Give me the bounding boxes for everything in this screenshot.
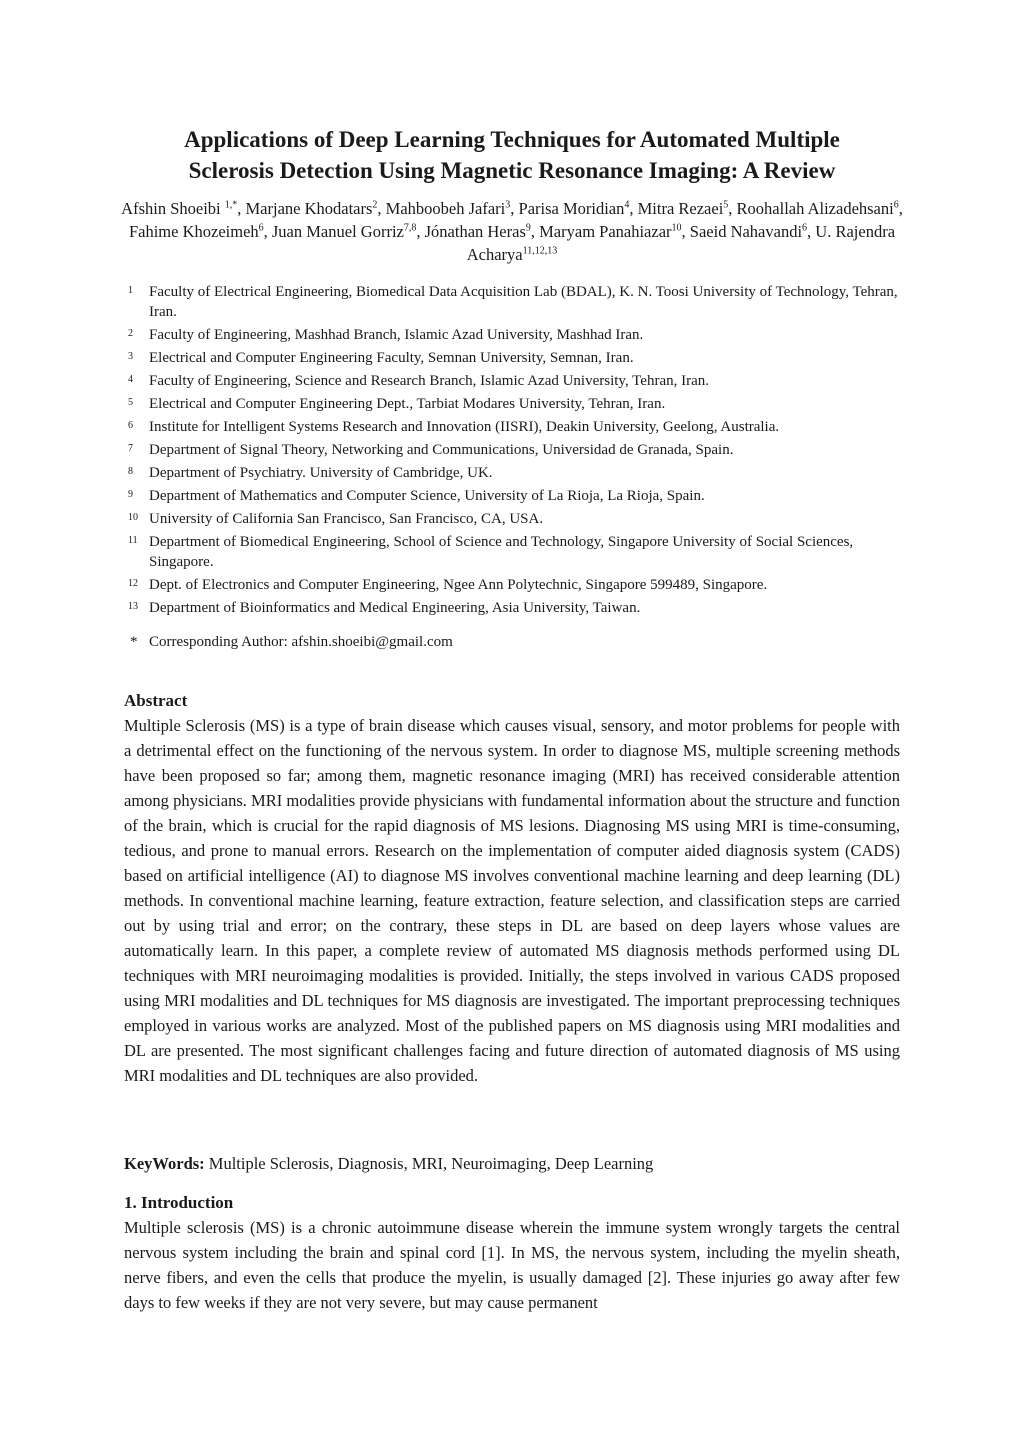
affiliation-item <box>124 463 914 483</box>
author-name: Juan Manuel Gorriz <box>271 222 404 241</box>
affiliation-text: Department of Mathematics and Computer Science, University of La Rioja, La Rioja, Spain. <box>149 488 705 504</box>
keywords-label: KeyWords: <box>124 1154 205 1173</box>
author-name: Fahime Khozeimeh <box>128 222 259 241</box>
affiliation-number: 12 <box>128 578 138 589</box>
affiliation-item <box>124 371 914 391</box>
affiliation-number: 13 <box>128 601 138 612</box>
author-name: Afshin Shoeibi <box>121 199 221 218</box>
author <box>690 222 807 241</box>
affiliation-list <box>124 282 914 621</box>
author-name: Maryam Panahiazar <box>539 222 672 241</box>
affiliation-text: Department of Signal Theory, Networking and Communications, Universidad de Granada, Spain. <box>149 442 734 458</box>
author-name: Marjane Khodatars <box>245 199 373 218</box>
author-name: Mahboobeh Jafari <box>385 199 506 218</box>
affiliation-text: University of California San Francisco, San Francisco, CA, USA. <box>149 511 544 527</box>
affiliation-item <box>124 348 914 368</box>
affiliation-number: 10 <box>128 512 138 523</box>
affiliation-text: Department of Biomedical Engineering, School of Science and Technology, Singapore University of Social Sciences, Singapore. <box>149 534 854 570</box>
author-affiliation-mark: 7,8 <box>403 222 417 234</box>
affiliation-number: 11 <box>128 535 138 546</box>
affiliation-text: Department of Bioinformatics and Medical Engineering, Asia University, Taiwan. <box>149 600 641 616</box>
affiliation-text: Institute for Intelligent Systems Research and Innovation (IISRI), Deakin University, Geelong, Australia. <box>149 419 780 435</box>
affiliation-number: 4 <box>128 374 133 385</box>
author <box>129 222 264 241</box>
author-affiliation-mark: 10 <box>671 222 682 234</box>
affiliation-text: Electrical and Computer Engineering Faculty, Semnan University, Semnan, Iran. <box>149 350 634 366</box>
affiliation-text: Dept. of Electronics and Computer Engineering, Ngee Ann Polytechnic, Singapore 599489, Singapore. <box>149 577 768 593</box>
affiliation-number: 8 <box>128 466 133 477</box>
author <box>121 199 237 218</box>
author-affiliation-mark: 1,* <box>224 199 238 211</box>
abstract-heading: Abstract <box>124 691 188 710</box>
affiliation-item <box>124 417 914 437</box>
author-affiliation-mark: 6 <box>258 222 264 234</box>
author <box>638 199 729 218</box>
introduction-section <box>124 1191 900 1315</box>
author <box>272 222 416 241</box>
affiliation-item <box>124 509 914 529</box>
corresponding-author <box>124 632 914 652</box>
affiliation-text: Department of Psychiatry. University of Cambridge, UK. <box>149 465 493 481</box>
author <box>246 199 378 218</box>
affiliation-number: 1 <box>128 285 133 296</box>
affiliation-text: Electrical and Computer Engineering Dept., Tarbiat Modares University, Tehran, Iran. <box>149 396 666 412</box>
keywords-section <box>124 1151 900 1176</box>
affiliation-item <box>124 486 914 506</box>
corresponding-star: * <box>130 634 138 650</box>
author-affiliation-mark: 11,12,13 <box>522 245 558 257</box>
author-affiliation-mark: 3 <box>505 199 511 211</box>
affiliation-number: 9 <box>128 489 133 500</box>
keywords-text: Multiple Sclerosis, Diagnosis, MRI, Neuroimaging, Deep Learning <box>208 1154 654 1173</box>
paper-title <box>100 124 924 186</box>
affiliation-item <box>124 575 914 595</box>
author-affiliation-mark: 6 <box>893 199 899 211</box>
author-name: U. Rajendra Acharya <box>466 222 896 264</box>
author-name: Saeid Nahavandi <box>689 222 803 241</box>
affiliation-item <box>124 440 914 460</box>
affiliation-number: 6 <box>128 420 133 431</box>
author-affiliation-mark: 6 <box>802 222 808 234</box>
affiliation-text: Faculty of Engineering, Science and Research Branch, Islamic Azad University, Tehran, Iran. <box>149 373 710 389</box>
author <box>737 199 899 218</box>
affiliation-item <box>124 598 914 618</box>
author <box>386 199 511 218</box>
author <box>519 199 630 218</box>
author-name: Jónathan Heras <box>424 222 526 241</box>
author-list: Afshin Shoeibi $^{1,*}$, Marjane Khodatars$^2$, Mahboobeh Jafari$^3$, Parisa Moridian$^4$, Mitra Rezaei$^5$, Roohallah Alizadehsani$^6$, Fahime Khozeimeh$^6$, Juan Manuel Gorriz$^{7,8}$, Jónathan Heras$^9$, Maryam Panahiazar$^{10}$, Saeid Nahavandi$^6$, U. Rajendra Acharya$^{11,12,13}$ <box>121 199 903 264</box>
author-name: Roohallah Alizadehsani <box>736 199 894 218</box>
corresponding-text: Corresponding Author: afshin.shoeibi@gmail.com <box>149 634 453 650</box>
introduction-text: Multiple sclerosis (MS) is a chronic autoimmune disease wherein the immune system wrongly targets the central nervous system including the brain and spinal cord [1]. In MS, the nervous system, including the myelin sheath, nerve fibers, and even the cells that produce the myelin, is usually damaged [2]. These injuries go away after few days to few weeks if they are not very severe, but may cause permanent <box>124 1218 900 1312</box>
author-name: Parisa Moridian <box>518 199 625 218</box>
abstract-section <box>124 689 900 1088</box>
author <box>539 222 681 241</box>
affiliation-text: Faculty of Engineering, Mashhad Branch, Islamic Azad University, Mashhad Iran. <box>149 327 644 343</box>
author-affiliation-mark: 2 <box>372 199 378 211</box>
affiliation-item <box>124 325 914 345</box>
affiliation-item <box>124 394 914 414</box>
introduction-heading: 1. Introduction <box>124 1193 234 1212</box>
abstract-text: Multiple Sclerosis (MS) is a type of brain disease which causes visual, sensory, and motor problems for people with a detrimental effect on the functioning of the nervous system. In order to diagnose MS, multiple screening methods have been proposed so far; among them, magnetic resonance imaging (MRI) has received considerable attention among physicians. MRI modalities provide physicians with fundamental information about the structure and function of the brain, which is crucial for the rapid diagnosis of MS lesions. Diagnosing MS using MRI is time-consuming, tedious, and prone to manual errors. Research on the implementation of computer aided diagnosis system (CADS) based on artificial intelligence (AI) to diagnose MS involves conventional machine learning and deep learning (DL) methods. In conventional machine learning, feature extraction, feature selection, and classification steps are carried out by using trial and error; on the contrary, these steps in DL are based on deep layers whose values are automatically learn. In this paper, a complete review of automated MS diagnosis methods performed using DL techniques with MRI neuroimaging modalities is provided. Initially, the steps involved in various CADS proposed using MRI modalities and DL techniques for MS diagnosis are investigated. The important preprocessing techniques employed in various works are analyzed. Most of the published papers on MS diagnosis using MRI modalities and DL are presented. The most significant challenges facing and future direction of automated diagnosis of MS using MRI modalities and DL techniques are also provided. <box>124 716 900 1085</box>
author-affiliation-mark: 9 <box>525 222 531 234</box>
author-name: Mitra Rezaei <box>637 199 724 218</box>
affiliation-item <box>124 282 914 322</box>
affiliation-number: 3 <box>128 351 133 362</box>
affiliation-text: Faculty of Electrical Engineering, Biomedical Data Acquisition Lab (BDAL), K. N. Toosi University of Technology, Tehran, Iran. <box>149 284 898 320</box>
title-line-2: Sclerosis Detection Using Magnetic Resonance Imaging: A Review <box>188 158 836 183</box>
affiliation-item <box>124 532 914 572</box>
author-affiliation-mark: 5 <box>723 199 729 211</box>
affiliation-number: 7 <box>128 443 133 454</box>
author <box>425 222 531 241</box>
affiliation-number: 5 <box>128 397 133 408</box>
title-line-1: Applications of Deep Learning Techniques for Automated Multiple <box>184 127 840 152</box>
author-affiliation-mark: 4 <box>624 199 630 211</box>
affiliation-number: 2 <box>128 328 133 339</box>
